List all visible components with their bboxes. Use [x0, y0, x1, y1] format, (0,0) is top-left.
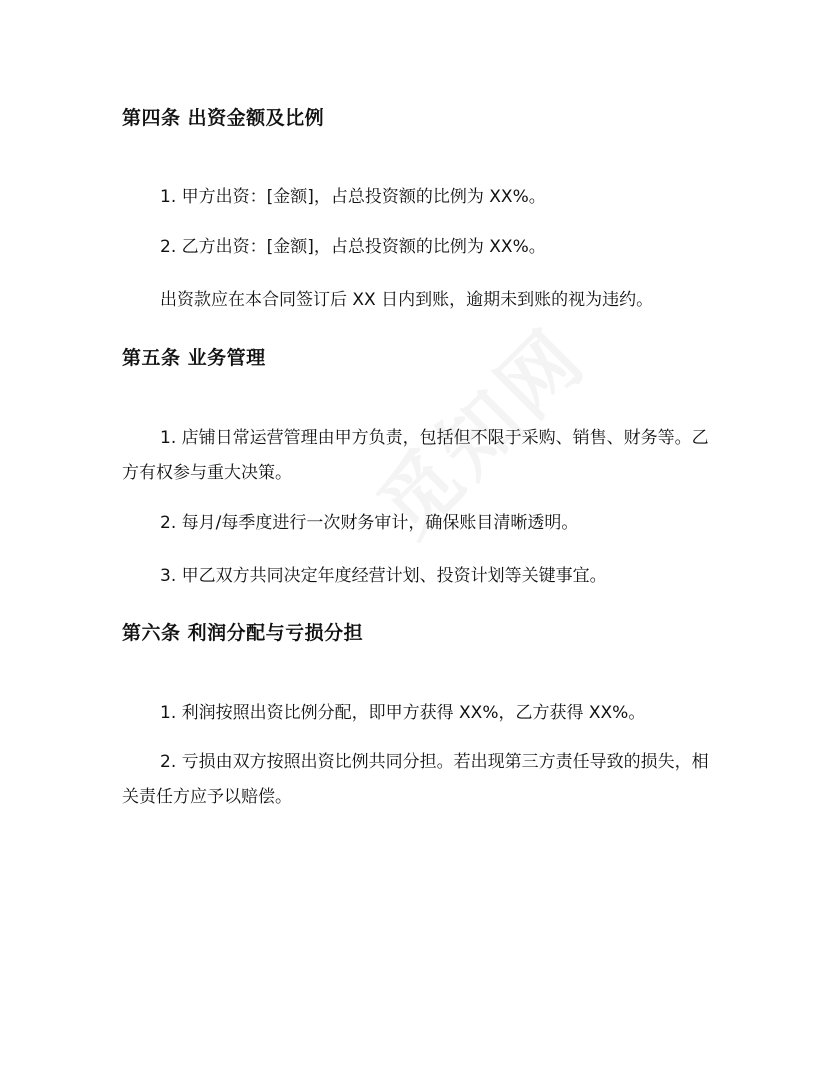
- section-6-paragraph-2: 2. 亏损由双方按照出资比例共同分担。若出现第三方责任导致的损失，相关责任方应予以赔偿。: [122, 752, 709, 807]
- section-5-paragraph-3: 3. 甲乙双方共同决定年度经营计划、投资计划等关键事宜。: [160, 566, 607, 586]
- section-5-paragraph-1: 1. 店铺日常运营管理由甲方负责，包括但不限于采购、销售、财务等。乙方有权参与重大决策。: [122, 428, 709, 483]
- section-5-heading: 第五条 业务管理: [122, 347, 266, 369]
- section-6-paragraph-1: 1. 利润按照出资比例分配，即甲方获得 XX%，乙方获得 XX%。: [160, 703, 646, 723]
- section-4-paragraph-2: 2. 乙方出资：[金额]，占总投资额的比例为 XX%。: [160, 237, 546, 257]
- section-6-heading: 第六条 利润分配与亏损分担: [122, 622, 364, 644]
- section-5-paragraph-2: 2. 每月/每季度进行一次财务审计，确保账目清晰透明。: [160, 513, 579, 533]
- section-4-heading: 第四条 出资金额及比例: [122, 107, 325, 129]
- section-4-paragraph-3: 出资款应在本合同签订后 XX 日内到账，逾期未到账的视为违约。: [160, 290, 654, 310]
- section-4-paragraph-1: 1. 甲方出资：[金额]，占总投资额的比例为 XX%。: [160, 187, 546, 207]
